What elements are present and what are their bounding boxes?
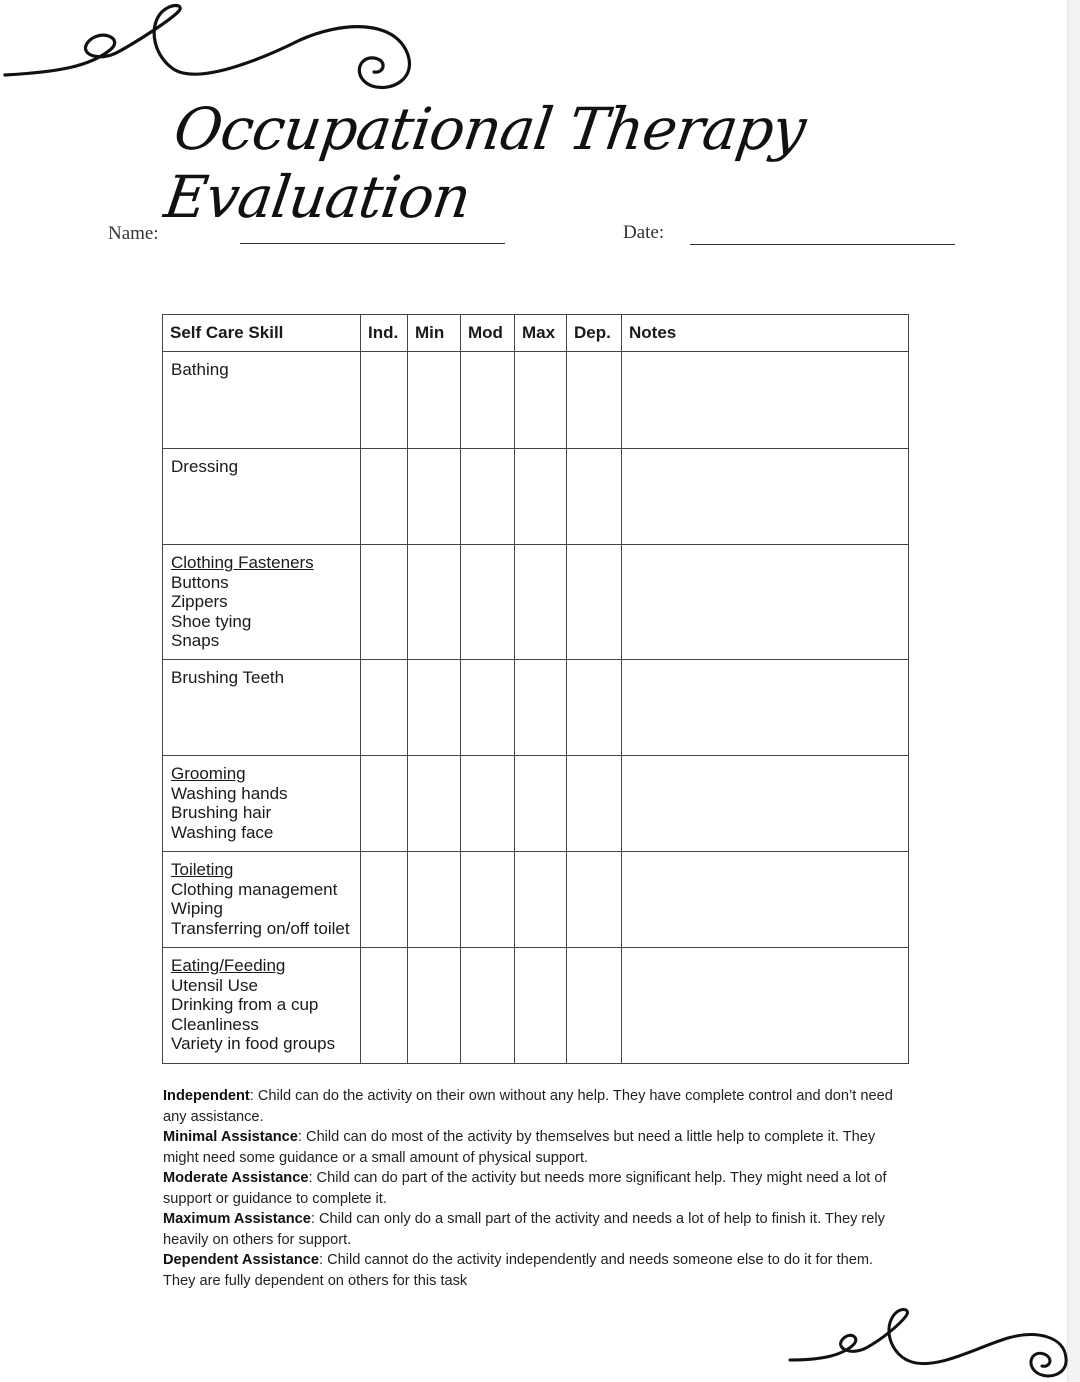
table-row [163, 449, 909, 545]
decorative-swirl-top [0, 0, 420, 110]
skill-cell [163, 545, 361, 660]
rating-cell[interactable] [461, 660, 515, 756]
notes-cell[interactable] [622, 948, 909, 1064]
skill-cell [163, 948, 361, 1064]
column-header: Max [515, 315, 567, 352]
skill-item: Buttons [171, 572, 229, 592]
skill-item: Shoe tying [171, 611, 252, 631]
legend-definition: : Child can do most of the activity by themselves but need a little help to complete it. They might need some guidance or a small amount of physical support. [163, 1129, 876, 1166]
legend-term: Minimal Assistance [163, 1129, 298, 1145]
legend-entry [163, 1209, 903, 1250]
skill-heading: Grooming [171, 764, 246, 783]
date-field-line[interactable] [690, 244, 955, 245]
column-header: Ind. [361, 315, 408, 352]
rating-cell[interactable] [361, 852, 408, 948]
rating-cell[interactable] [461, 449, 515, 545]
page-edge [1067, 0, 1080, 1382]
skill-item: Variety in food groups [171, 1034, 336, 1054]
skill-heading: Brushing Teeth [171, 668, 285, 687]
legend-entry [163, 1168, 903, 1209]
legend-term: Dependent Assistance [163, 1252, 319, 1268]
rating-cell[interactable] [408, 852, 461, 948]
rating-cell[interactable] [461, 948, 515, 1064]
table-row [163, 545, 909, 660]
rating-cell[interactable] [515, 352, 567, 449]
skill-item: Utensil Use [171, 975, 258, 995]
name-label: Name: [108, 223, 159, 244]
legend-entry [163, 1127, 903, 1168]
assistance-legend [163, 1086, 903, 1291]
rating-cell[interactable] [361, 449, 408, 545]
skill-item: Snaps [171, 631, 220, 651]
column-header: Dep. [567, 315, 622, 352]
notes-cell[interactable] [622, 352, 909, 449]
rating-cell[interactable] [515, 449, 567, 545]
rating-cell[interactable] [461, 852, 515, 948]
rating-cell[interactable] [361, 352, 408, 449]
column-header: Self Care Skill [163, 315, 361, 352]
self-care-table [162, 314, 909, 1064]
legend-entry [163, 1086, 903, 1127]
name-field-line[interactable] [240, 243, 505, 244]
skill-cell [163, 852, 361, 948]
notes-cell[interactable] [622, 852, 909, 948]
table-row [163, 852, 909, 948]
notes-cell[interactable] [622, 756, 909, 852]
rating-cell[interactable] [515, 545, 567, 660]
legend-definition: : Child can do part of the activity but needs more significant help. They might need a lot of support or guidance to complete it. [163, 1170, 887, 1207]
rating-cell[interactable] [567, 660, 622, 756]
legend-definition: : Child can only do a small part of the activity and needs a lot of help to finish it. They rely heavily on others for support. [163, 1211, 885, 1248]
column-header: Notes [622, 315, 909, 352]
rating-cell[interactable] [567, 449, 622, 545]
skill-heading: Clothing Fasteners [171, 553, 314, 572]
skill-cell [163, 756, 361, 852]
rating-cell[interactable] [461, 756, 515, 852]
rating-cell[interactable] [461, 352, 515, 449]
rating-cell[interactable] [361, 545, 408, 660]
rating-cell[interactable] [408, 660, 461, 756]
legend-definition: : Child cannot do the activity independently and needs someone else to do it for them. They are fully dependent on others for this task [163, 1252, 874, 1289]
skill-item: Wiping [171, 899, 223, 919]
rating-cell[interactable] [361, 756, 408, 852]
date-label: Date: [623, 222, 665, 243]
legend-term: Moderate Assistance [163, 1170, 309, 1186]
legend-definition: : Child can do the activity on their own without any help. They have complete control and don’t need any assistance. [163, 1088, 893, 1125]
legend-term: Independent [163, 1088, 250, 1104]
skill-cell [163, 660, 361, 756]
notes-cell[interactable] [622, 545, 909, 660]
skill-item: Brushing hair [171, 803, 272, 823]
skill-item: Cleanliness [171, 1014, 259, 1034]
rating-cell[interactable] [408, 449, 461, 545]
rating-cell[interactable] [361, 948, 408, 1064]
skill-cell [163, 449, 361, 545]
skill-heading: Toileting [171, 860, 234, 879]
rating-cell[interactable] [361, 660, 408, 756]
table-row [163, 352, 909, 449]
skill-item: Washing face [171, 822, 274, 842]
rating-cell[interactable] [408, 352, 461, 449]
table-header-row [163, 315, 909, 352]
rating-cell[interactable] [461, 545, 515, 660]
page-title: Occupational Therapy Evaluation [160, 95, 810, 231]
rating-cell[interactable] [567, 545, 622, 660]
skill-heading: Bathing [171, 360, 229, 379]
table-row [163, 660, 909, 756]
column-header: Min [408, 315, 461, 352]
notes-cell[interactable] [622, 660, 909, 756]
rating-cell[interactable] [515, 852, 567, 948]
rating-cell[interactable] [567, 352, 622, 449]
skill-item: Washing hands [171, 783, 288, 803]
rating-cell[interactable] [408, 545, 461, 660]
rating-cell[interactable] [515, 660, 567, 756]
notes-cell[interactable] [622, 449, 909, 545]
skill-item: Clothing management [171, 879, 338, 899]
rating-cell[interactable] [515, 756, 567, 852]
skill-heading: Eating/Feeding [171, 956, 286, 975]
rating-cell[interactable] [567, 852, 622, 948]
rating-cell[interactable] [408, 756, 461, 852]
skill-item: Transferring on/off toilet [171, 918, 350, 938]
skill-cell [163, 352, 361, 449]
rating-cell[interactable] [408, 948, 461, 1064]
column-header: Mod [461, 315, 515, 352]
skill-item: Drinking from a cup [171, 995, 319, 1015]
table-row [163, 948, 909, 1064]
legend-entry [163, 1250, 903, 1291]
rating-cell[interactable] [567, 948, 622, 1064]
legend-term: Maximum Assistance [163, 1211, 311, 1227]
table-row [163, 756, 909, 852]
skill-heading: Dressing [171, 457, 239, 476]
rating-cell[interactable] [515, 948, 567, 1064]
skill-item: Zippers [171, 592, 228, 612]
rating-cell[interactable] [567, 756, 622, 852]
decorative-swirl-bottom [780, 1300, 1080, 1382]
